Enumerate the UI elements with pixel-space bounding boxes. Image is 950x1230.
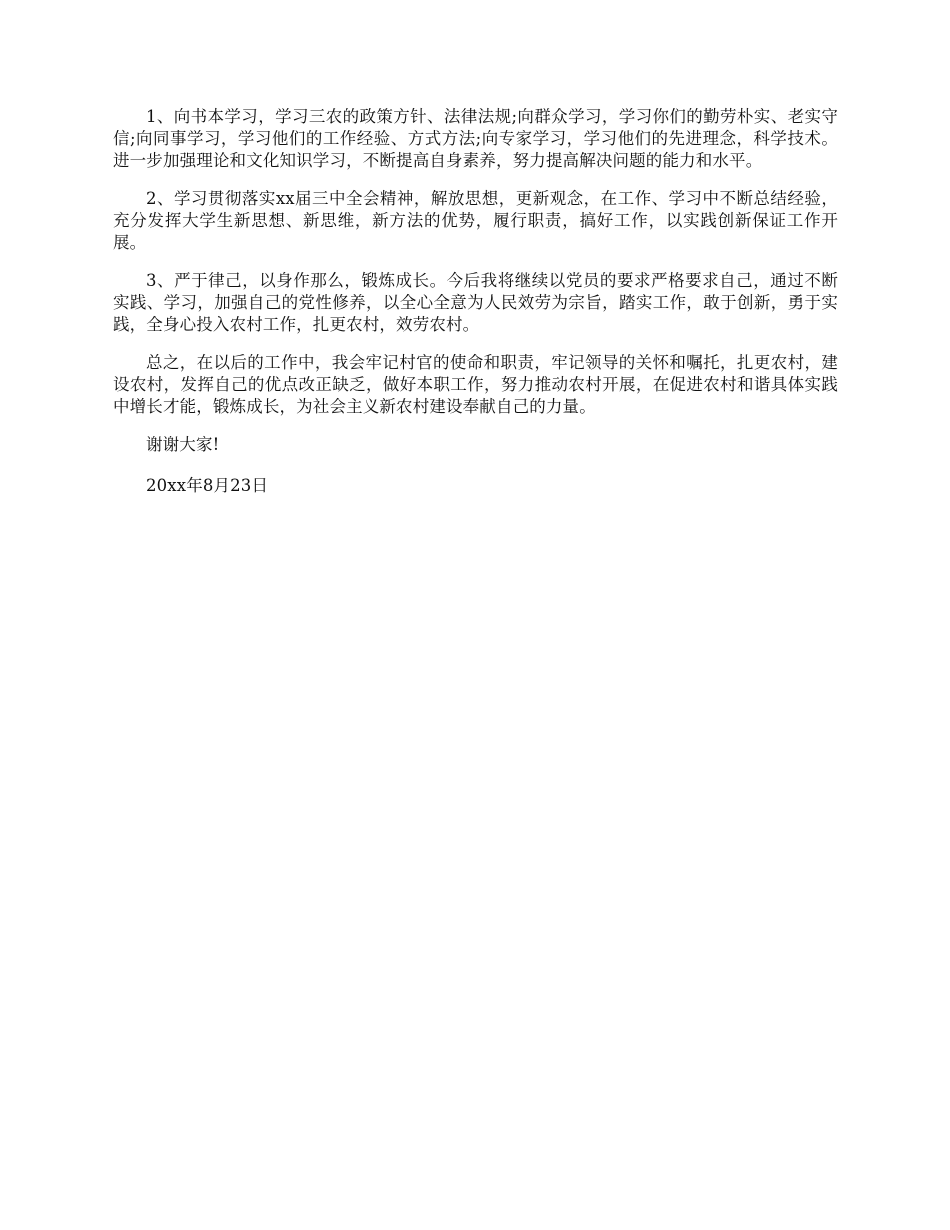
document-body <box>113 106 838 516</box>
paragraph-self-discipline: 3、严于律己，以身作那么，锻炼成长。今后我将继续以党员的要求严格要求自己，通过不断实践、学习，加强自己的党性修养，以全心全意为人民效劳为宗旨，踏实工作，敢于创新，勇于实践，全身心投入农村工作，扎更农村，效劳农村。 <box>113 271 838 334</box>
closing-thanks: 谢谢大家! <box>146 435 220 454</box>
paragraph-conclusion: 总之，在以后的工作中，我会牢记村官的使命和职责，牢记领导的关怀和嘱托，扎更农村，建设农村，发挥自己的优点改正缺乏，做好本职工作，努力推动农村开展，在促进农村和谐具体实践中增长才能，锻炼成长，为社会主义新农村建设奉献自己的力量。 <box>113 353 838 416</box>
document-date: 20xx年8月23日 <box>146 476 269 495</box>
paragraph-implement-spirit: 2、学习贯彻落实xx届三中全会精神，解放思想，更新观念，在工作、学习中不断总结经验，充分发挥大学生新思想、新思维，新方法的优势，履行职责，搞好工作，以实践创新保证工作开展。 <box>113 189 838 252</box>
paragraph-study-sources: 1、向书本学习，学习三农的政策方针、法律法规;向群众学习，学习你们的勤劳朴实、老实守信;向同事学习，学习他们的工作经验、方式方法;向专家学习，学习他们的先进理念，科学技术。进一步加强理论和文化知识学习，不断提高自身素养，努力提高解决问题的能力和水平。 <box>113 107 838 170</box>
